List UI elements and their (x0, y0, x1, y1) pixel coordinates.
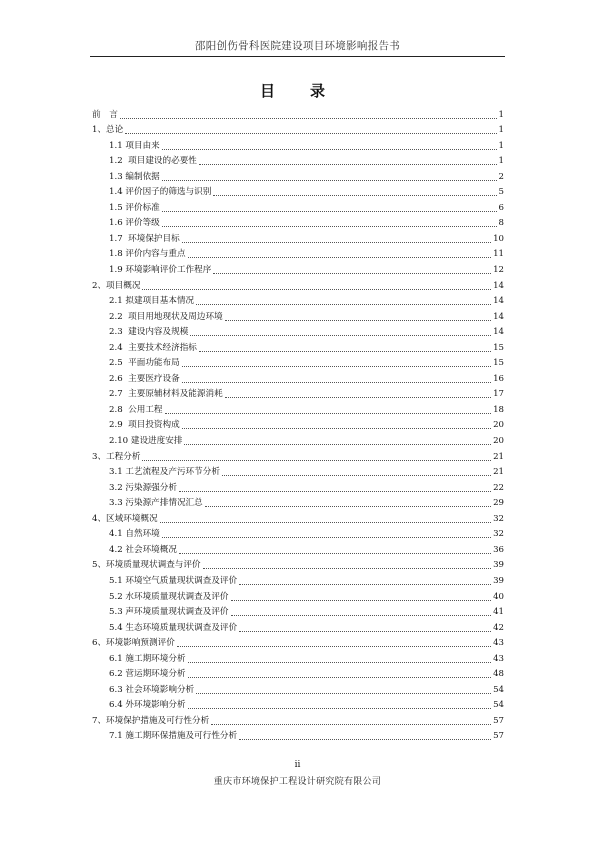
toc-entry-label: 5、环境质量现状调查与评价 (92, 560, 201, 571)
footer-organization: 重庆市环境保护工程设计研究院有限公司 (213, 777, 382, 787)
toc-entry-label: 3.1 工艺流程及产污环节分析 (109, 467, 220, 478)
toc-entry[interactable] (92, 400, 504, 416)
toc-entry-page: 54 (493, 684, 504, 695)
toc-entry[interactable] (92, 338, 504, 354)
dot-leader (231, 600, 492, 601)
toc-entry-page: 14 (493, 311, 504, 322)
toc-entry[interactable] (92, 121, 504, 137)
dot-leader (199, 164, 497, 165)
toc-entry-label: 前 言 (92, 109, 118, 120)
toc-entry-page: 1 (498, 156, 504, 167)
toc-entry[interactable] (92, 229, 504, 245)
toc-entry-label: 2.9 项目投资构成 (109, 420, 180, 431)
toc-entry-label: 1.3 编制依据 (109, 171, 160, 182)
toc-entry[interactable] (92, 105, 504, 121)
toc-entry[interactable] (92, 152, 504, 168)
toc-entry-page: 16 (493, 373, 504, 384)
toc-entry-label: 1.9 环境影响评价工作程序 (109, 265, 212, 276)
toc-entry[interactable] (92, 416, 504, 432)
toc-entry-label: 3.3 污染源产排情况汇总 (109, 498, 203, 509)
dot-leader (162, 180, 497, 181)
toc-entry-page: 14 (493, 327, 504, 338)
dot-leader (142, 289, 491, 290)
toc-entry-page: 54 (493, 700, 504, 711)
toc-entry-page: 40 (493, 591, 504, 602)
dot-leader (165, 413, 492, 414)
toc-entry-label: 1.4 评价因子的筛选与识别 (109, 187, 212, 198)
toc-entry-label: 5.2 水环境质量现状调查及评价 (109, 591, 229, 602)
toc-entry[interactable] (92, 509, 504, 525)
toc-entry-page: 15 (493, 358, 504, 369)
toc-entry[interactable] (92, 587, 504, 603)
toc-entry-label: 6.1 施工期环境分析 (109, 653, 186, 664)
toc-entry[interactable] (92, 711, 504, 727)
toc-entry-label: 6.4 外环境影响分析 (109, 700, 186, 711)
toc-entry[interactable] (92, 463, 504, 479)
toc-entry-page: 32 (493, 513, 504, 524)
toc-entry-label: 2.5 平面功能布局 (109, 358, 180, 369)
toc-entry-page: 20 (493, 436, 504, 447)
dot-leader (182, 366, 491, 367)
toc-entry-page: 57 (493, 731, 504, 742)
toc-entry-page: 1 (498, 140, 504, 151)
toc-entry-page: 1 (498, 109, 504, 120)
toc-entry-page: 43 (493, 638, 504, 649)
dot-leader (125, 133, 496, 134)
toc-entry-page: 18 (493, 404, 504, 415)
toc-entry-label: 2.1 拟建项目基本情况 (109, 296, 195, 307)
toc-entry-page: 8 (498, 218, 504, 229)
toc-entry-label: 1、总论 (92, 125, 124, 136)
toc-entry[interactable] (92, 727, 504, 743)
toc-entry-page: 2 (498, 171, 504, 182)
toc-entry[interactable] (92, 431, 504, 447)
dot-leader (188, 677, 492, 678)
toc-entry-label: 2.7 主要原辅材料及能源消耗 (109, 389, 223, 400)
dot-leader (179, 553, 491, 554)
toc-entry[interactable] (92, 649, 504, 665)
toc-entry-label: 1.7 环境保护目标 (109, 233, 180, 244)
toc-entry[interactable] (92, 478, 504, 494)
toc-entry[interactable] (92, 571, 504, 587)
toc-entry-label: 4、区域环境概况 (92, 513, 158, 524)
toc-entry[interactable] (92, 665, 504, 681)
dot-leader (162, 537, 491, 538)
toc-entry-page: 17 (493, 389, 504, 400)
toc-entry-label: 1.1 项目由来 (109, 140, 160, 151)
toc-entry-label: 5.4 生态环境质量现状调查及评价 (109, 622, 238, 633)
toc-entry-label: 2.3 建设内容及规模 (109, 327, 189, 338)
toc-entry-page: 22 (493, 482, 504, 493)
toc-entry[interactable] (92, 136, 504, 152)
dot-leader (188, 257, 492, 258)
dot-leader (162, 211, 497, 212)
toc-entry[interactable] (92, 292, 504, 308)
toc-entry-page: 6 (498, 202, 504, 213)
toc-entry[interactable] (92, 680, 504, 696)
table-of-contents (92, 105, 504, 742)
toc-entry-page: 29 (493, 498, 504, 509)
toc-entry-label: 6.3 社会环境影响分析 (109, 684, 195, 695)
toc-entry[interactable] (92, 354, 504, 370)
toc-entry-label: 6、环境影响预测评价 (92, 638, 175, 649)
dot-leader (188, 662, 492, 663)
toc-entry[interactable] (92, 618, 504, 634)
dot-leader (196, 304, 491, 305)
toc-entry-page: 48 (493, 669, 504, 680)
dot-leader (182, 428, 491, 429)
toc-entry[interactable] (92, 556, 504, 572)
dot-leader (196, 693, 491, 694)
dot-leader (225, 320, 491, 321)
toc-entry[interactable] (92, 540, 504, 556)
toc-entry-label: 2.4 主要技术经济指标 (109, 342, 197, 353)
toc-entry-label: 3.2 污染源强分析 (109, 482, 177, 493)
toc-entry-label: 7.1 施工期环保措施及可行性分析 (109, 731, 238, 742)
dot-leader (222, 475, 491, 476)
toc-entry[interactable] (92, 198, 504, 214)
toc-entry[interactable] (92, 447, 504, 463)
toc-entry-page: 32 (493, 529, 504, 540)
dot-leader (239, 584, 491, 585)
toc-entry-page: 36 (493, 544, 504, 555)
toc-entry[interactable] (92, 307, 504, 323)
toc-entry-page: 1 (498, 125, 504, 136)
toc-entry-label: 5.3 声环境质量现状调查及评价 (109, 607, 229, 618)
toc-entry-page: 14 (493, 280, 504, 291)
toc-entry-label: 1.5 评价标准 (109, 202, 160, 213)
toc-entry[interactable] (92, 369, 504, 385)
header-rule (90, 56, 505, 57)
toc-entry-page: 11 (493, 249, 504, 260)
toc-entry-page: 39 (493, 560, 504, 571)
toc-entry-label: 1.6 评价等级 (109, 218, 160, 229)
toc-entry[interactable] (92, 494, 504, 510)
toc-entry-page: 41 (493, 607, 504, 618)
dot-leader (182, 382, 491, 383)
toc-entry-page: 20 (493, 420, 504, 431)
toc-entry-page: 43 (493, 653, 504, 664)
dot-leader (205, 506, 491, 507)
running-header: 邵阳创伤骨科医院建设项目环境影响报告书 (194, 40, 401, 52)
dot-leader (203, 568, 491, 569)
toc-title: 目 录 (259, 82, 335, 100)
dot-leader (177, 646, 491, 647)
toc-entry-label: 2.8 公用工程 (109, 404, 163, 415)
dot-leader (160, 522, 491, 523)
toc-entry[interactable] (92, 696, 504, 712)
toc-entry-label: 2、项目概况 (92, 280, 141, 291)
toc-entry-page: 39 (493, 575, 504, 586)
page-number: ii (294, 760, 301, 770)
toc-entry-label: 4.1 自然环境 (109, 529, 160, 540)
dot-leader (184, 444, 491, 445)
toc-entry[interactable] (92, 385, 504, 401)
toc-entry-label: 6.2 营运期环境分析 (109, 669, 186, 680)
toc-entry[interactable] (92, 323, 504, 339)
toc-entry[interactable] (92, 245, 504, 261)
dot-leader (213, 195, 496, 196)
toc-entry-label: 7、环境保护措施及可行性分析 (92, 715, 210, 726)
dot-leader (162, 149, 497, 150)
toc-entry-label: 5.1 环境空气质量现状调查及评价 (109, 575, 238, 586)
dot-leader (213, 273, 491, 274)
dot-leader (231, 615, 492, 616)
dot-leader (239, 739, 491, 740)
toc-entry-label: 2.2 项目用地现状及周边环境 (109, 311, 223, 322)
toc-entry[interactable] (92, 214, 504, 230)
toc-entry-page: 42 (493, 622, 504, 633)
toc-entry-label: 1.8 评价内容与重点 (109, 249, 186, 260)
toc-entry[interactable] (92, 276, 504, 292)
toc-entry-label: 4.2 社会环境概况 (109, 544, 177, 555)
toc-entry-label: 2.6 主要医疗设备 (109, 373, 180, 384)
dot-leader (179, 491, 491, 492)
toc-entry-page: 12 (493, 265, 504, 276)
toc-entry-page: 21 (493, 467, 504, 478)
dot-leader (190, 335, 491, 336)
toc-entry-label: 1.2 项目建设的必要性 (109, 156, 197, 167)
toc-entry-page: 57 (493, 715, 504, 726)
dot-leader (188, 708, 492, 709)
toc-entry[interactable] (92, 183, 504, 199)
dot-leader (182, 242, 491, 243)
dot-leader (199, 351, 491, 352)
toc-entry-page: 21 (493, 451, 504, 462)
toc-entry-page: 14 (493, 296, 504, 307)
dot-leader (239, 631, 491, 632)
dot-leader (162, 226, 497, 227)
toc-entry[interactable] (92, 260, 504, 276)
dot-leader (120, 118, 497, 119)
toc-entry-page: 15 (493, 342, 504, 353)
toc-entry-label: 3、工程分析 (92, 451, 141, 462)
toc-entry-page: 10 (493, 233, 504, 244)
toc-entry[interactable] (92, 603, 504, 619)
dot-leader (211, 724, 491, 725)
toc-entry[interactable] (92, 167, 504, 183)
dot-leader (142, 460, 491, 461)
toc-entry[interactable] (92, 525, 504, 541)
toc-entry-page: 5 (498, 187, 504, 198)
dot-leader (225, 397, 491, 398)
toc-entry-label: 2.10 建设进度安排 (109, 436, 183, 447)
toc-entry[interactable] (92, 634, 504, 650)
